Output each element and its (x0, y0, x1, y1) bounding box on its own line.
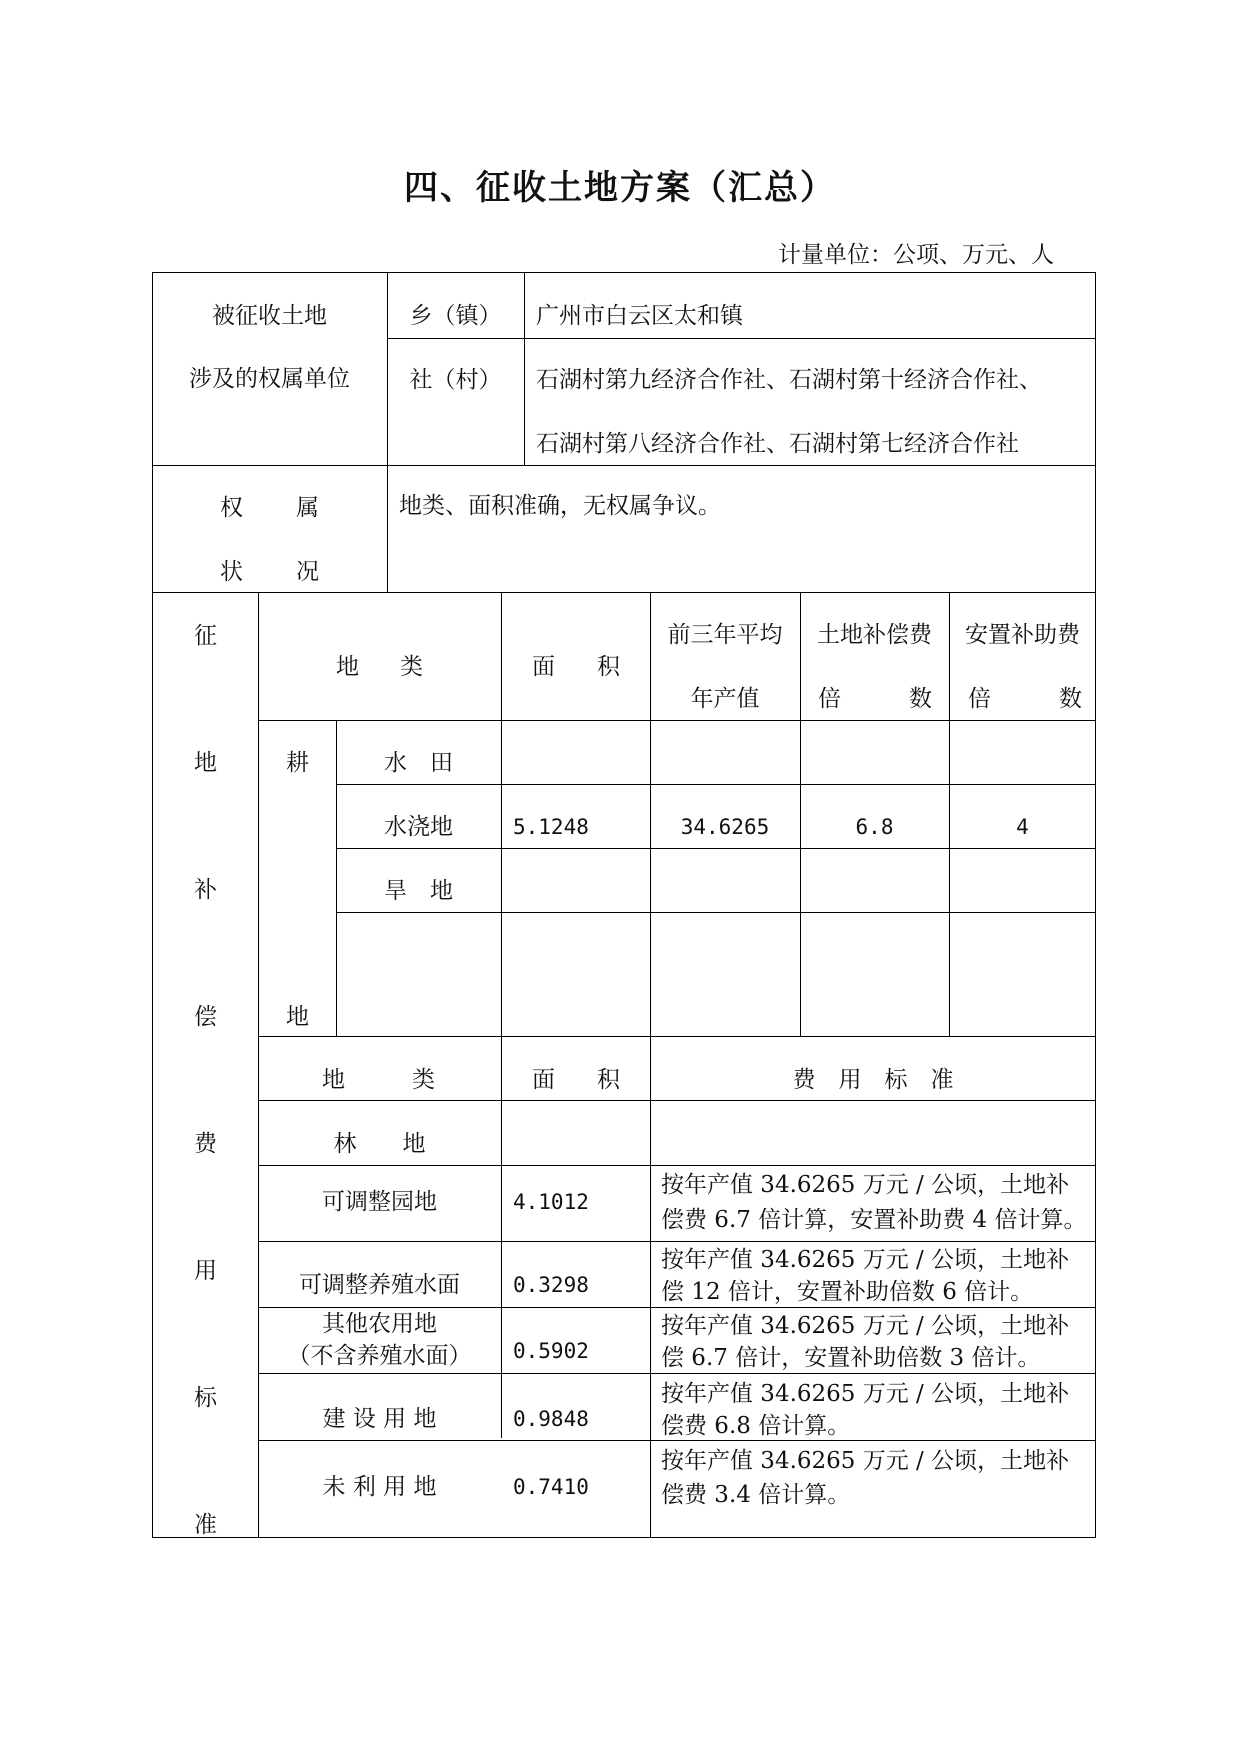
arable-header-comp-b: 数 (909, 686, 932, 712)
other-standard-line1: 按年产值 34.6265 万元 / 公顷，土地补 (661, 1448, 1070, 1474)
status-label-b1: 状 (220, 559, 243, 585)
page-title: 四、征收土地方案（汇总） (404, 168, 836, 208)
arable-header-output-line1: 前三年平均 (667, 622, 783, 648)
unit-note: 计量单位：公项、万元、人 (778, 242, 1054, 268)
other-header-standard: 费 用 标 准 (792, 1067, 954, 1093)
arable-header-comp-a: 倍 (818, 686, 841, 712)
other-standard-line1: 按年产值 34.6265 万元 / 公顷，土地补 (661, 1313, 1070, 1339)
ownership-label-line2: 涉及的权属单位 (189, 366, 350, 392)
arable-area-value: 5.1248 (513, 815, 589, 839)
other-standard-line2: 偿费 6.8 倍计算。 (661, 1413, 851, 1439)
village-value-line1: 石湖村第九经济合作社、石湖村第十经济合作社、 (536, 367, 1042, 393)
town-label: 乡（镇） (409, 303, 502, 329)
other-standard-line2: 偿 12 倍计，安置补助倍数 6 倍计。 (661, 1279, 1034, 1305)
section-label-char: 偿 (194, 1004, 217, 1030)
other-standard-line1: 按年产值 34.6265 万元 / 公顷，土地补 (661, 1381, 1070, 1407)
arable-header-area-a: 面 (532, 654, 555, 680)
arable-group-label-bottom: 地 (286, 1004, 309, 1030)
arable-header-landtype-a: 地 (336, 654, 359, 680)
status-label-a2: 属 (296, 495, 319, 521)
section-label-char: 地 (194, 750, 217, 776)
town-value: 广州市白云区太和镇 (536, 303, 743, 329)
arable-header-area-b: 积 (597, 654, 620, 680)
arable-header-comp-line1: 土地补偿费 (817, 622, 932, 648)
arable-header-resettle-b: 数 (1059, 686, 1082, 712)
other-header-area-b: 积 (597, 1067, 620, 1093)
status-label-b2: 况 (296, 559, 319, 585)
other-standard-line1: 按年产值 34.6265 万元 / 公顷，土地补 (661, 1247, 1070, 1273)
arable-header-resettle-a: 倍 (968, 686, 991, 712)
village-value-line2: 石湖村第八经济合作社、石湖村第七经济合作社 (536, 431, 1019, 457)
table-row: 林 地 (333, 1131, 426, 1157)
other-area-value: 0.7410 (513, 1475, 589, 1499)
section-label-char: 费 (194, 1131, 217, 1157)
table-row-sublabel: （不含养殖水面） (287, 1343, 472, 1369)
section-label-char: 征 (194, 623, 217, 649)
arable-header-resettle-line1: 安置补助费 (965, 622, 1080, 648)
other-standard-line1: 按年产值 34.6265 万元 / 公顷，土地补 (661, 1172, 1070, 1198)
other-area-value: 4.1012 (513, 1190, 589, 1214)
table-row: 水 田 (384, 750, 453, 776)
table-row: 其他农用地 (322, 1311, 437, 1337)
other-header-area-a: 面 (532, 1067, 555, 1093)
other-area-value: 0.9848 (513, 1407, 589, 1431)
other-header-landtype-a: 地 (322, 1067, 345, 1093)
arable-header-landtype-b: 类 (400, 654, 423, 680)
other-area-value: 0.5902 (513, 1339, 589, 1363)
ownership-label-line1: 被征收土地 (212, 303, 327, 329)
status-label-a1: 权 (220, 495, 243, 521)
section-label-char: 补 (194, 877, 217, 903)
section-label-char: 用 (194, 1258, 217, 1284)
table-row: 可调整养殖水面 (299, 1272, 460, 1298)
table-row: 未 利 用 地 (322, 1474, 437, 1500)
table-row: 建 设 用 地 (322, 1406, 437, 1432)
section-label-char: 准 (194, 1512, 217, 1538)
other-standard-line2: 偿 6.7 倍计，安置补助倍数 3 倍计。 (661, 1345, 1041, 1371)
table-row: 可调整园地 (322, 1189, 437, 1215)
table-row: 旱 地 (384, 878, 453, 904)
arable-resettle-value: 4 (1016, 815, 1029, 839)
village-label: 社（村） (409, 367, 502, 393)
arable-output-value: 34.6265 (680, 815, 770, 839)
other-standard-line2: 偿费 3.4 倍计算。 (661, 1482, 851, 1508)
other-header-landtype-b: 类 (412, 1067, 435, 1093)
other-area-value: 0.3298 (513, 1273, 589, 1297)
arable-header-output-line2: 年产值 (690, 686, 760, 712)
status-value: 地类、面积准确，无权属争议。 (399, 493, 721, 519)
arable-comp-value: 6.8 (855, 815, 894, 839)
table-row: 水浇地 (384, 814, 453, 840)
arable-group-label-top: 耕 (286, 750, 309, 776)
other-standard-line2: 偿费 6.7 倍计算，安置补助费 4 倍计算。 (661, 1207, 1087, 1233)
section-label-char: 标 (194, 1385, 217, 1411)
